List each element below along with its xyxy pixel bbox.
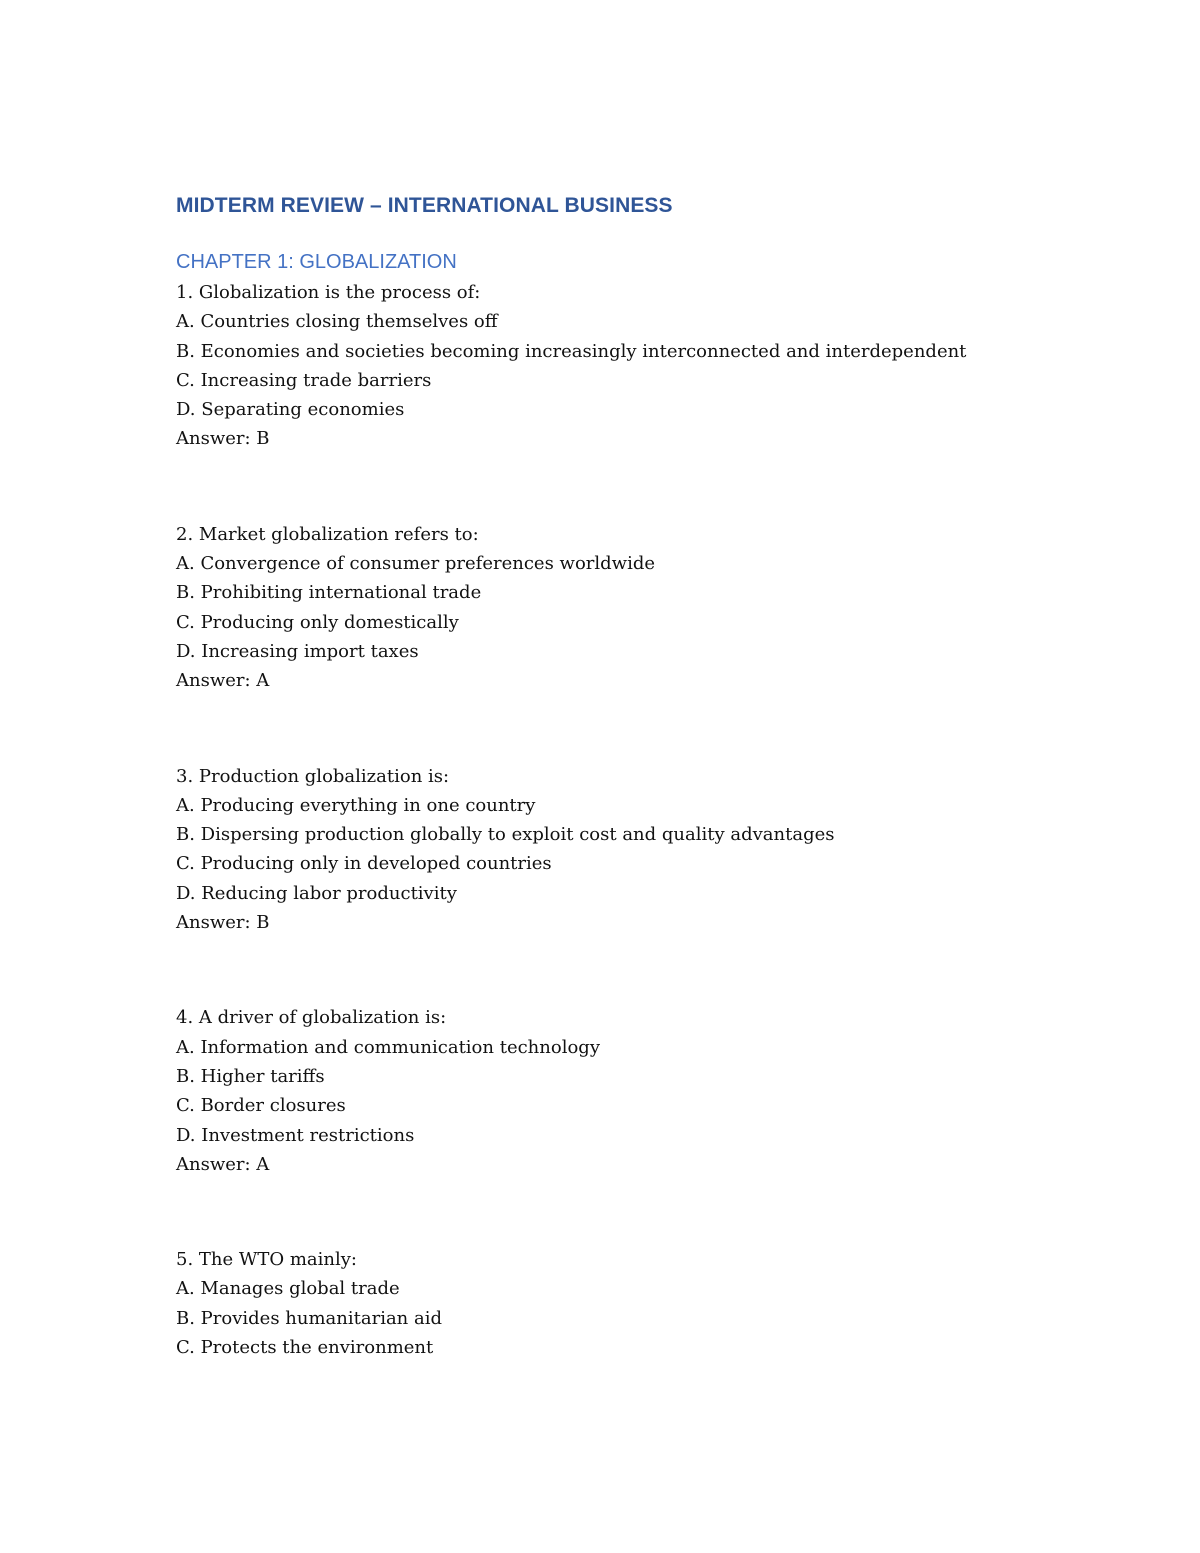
- option-c: C. Increasing trade barriers: [176, 369, 432, 391]
- chapter-heading: CHAPTER 1: GLOBALIZATION: [176, 251, 457, 273]
- option-d: D. Increasing import taxes: [176, 640, 419, 662]
- answer-line: Answer: B: [176, 912, 270, 934]
- option-d: D. Reducing labor productivity: [176, 882, 457, 904]
- question-stem: 1. Globalization is the process of:: [176, 282, 481, 303]
- option-a: A. Countries closing themselves off: [176, 311, 498, 333]
- option-c: C. Protects the environment: [176, 1337, 434, 1359]
- question-3: [176, 762, 1136, 938]
- option-a: A. Manages global trade: [176, 1278, 400, 1300]
- question-stem: 2. Market globalization refers to:: [176, 523, 479, 545]
- answer-line: Answer: A: [176, 1153, 270, 1175]
- answer-line: Answer: A: [176, 670, 270, 692]
- option-a: A. Producing everything in one country: [176, 794, 536, 816]
- option-b: B. Higher tariffs: [176, 1065, 325, 1087]
- option-d: D. Separating economies: [176, 399, 405, 421]
- document-title: MIDTERM REVIEW – INTERNATIONAL BUSINESS: [176, 194, 673, 217]
- question-stem: 4. A driver of globalization is:: [176, 1007, 447, 1029]
- answer-line: Answer: B: [176, 428, 270, 450]
- option-b: B. Economies and societies becoming increasingly interconnected and interdependent: [176, 340, 967, 362]
- question-1: [176, 278, 1136, 454]
- option-a: A. Convergence of consumer preferences worldwide: [176, 553, 656, 575]
- option-b: B. Dispersing production globally to exploit cost and quality advantages: [176, 824, 835, 846]
- option-b: B. Provides humanitarian aid: [176, 1307, 443, 1329]
- option-d: D. Investment restrictions: [176, 1124, 415, 1146]
- question-stem: 5. The WTO mainly:: [176, 1249, 357, 1271]
- option-c: C. Producing only in developed countries: [176, 853, 552, 875]
- question-4: [176, 1003, 1136, 1179]
- question-5: [176, 1245, 1136, 1362]
- question-2: [176, 520, 1136, 696]
- option-c: C. Producing only domestically: [176, 611, 459, 633]
- question-stem: 3. Production globalization is:: [176, 765, 450, 787]
- document-content: [176, 190, 1136, 1362]
- option-b: B. Prohibiting international trade: [176, 582, 482, 604]
- option-c: C. Border closures: [176, 1095, 346, 1117]
- option-a: A. Information and communication technology: [176, 1036, 600, 1058]
